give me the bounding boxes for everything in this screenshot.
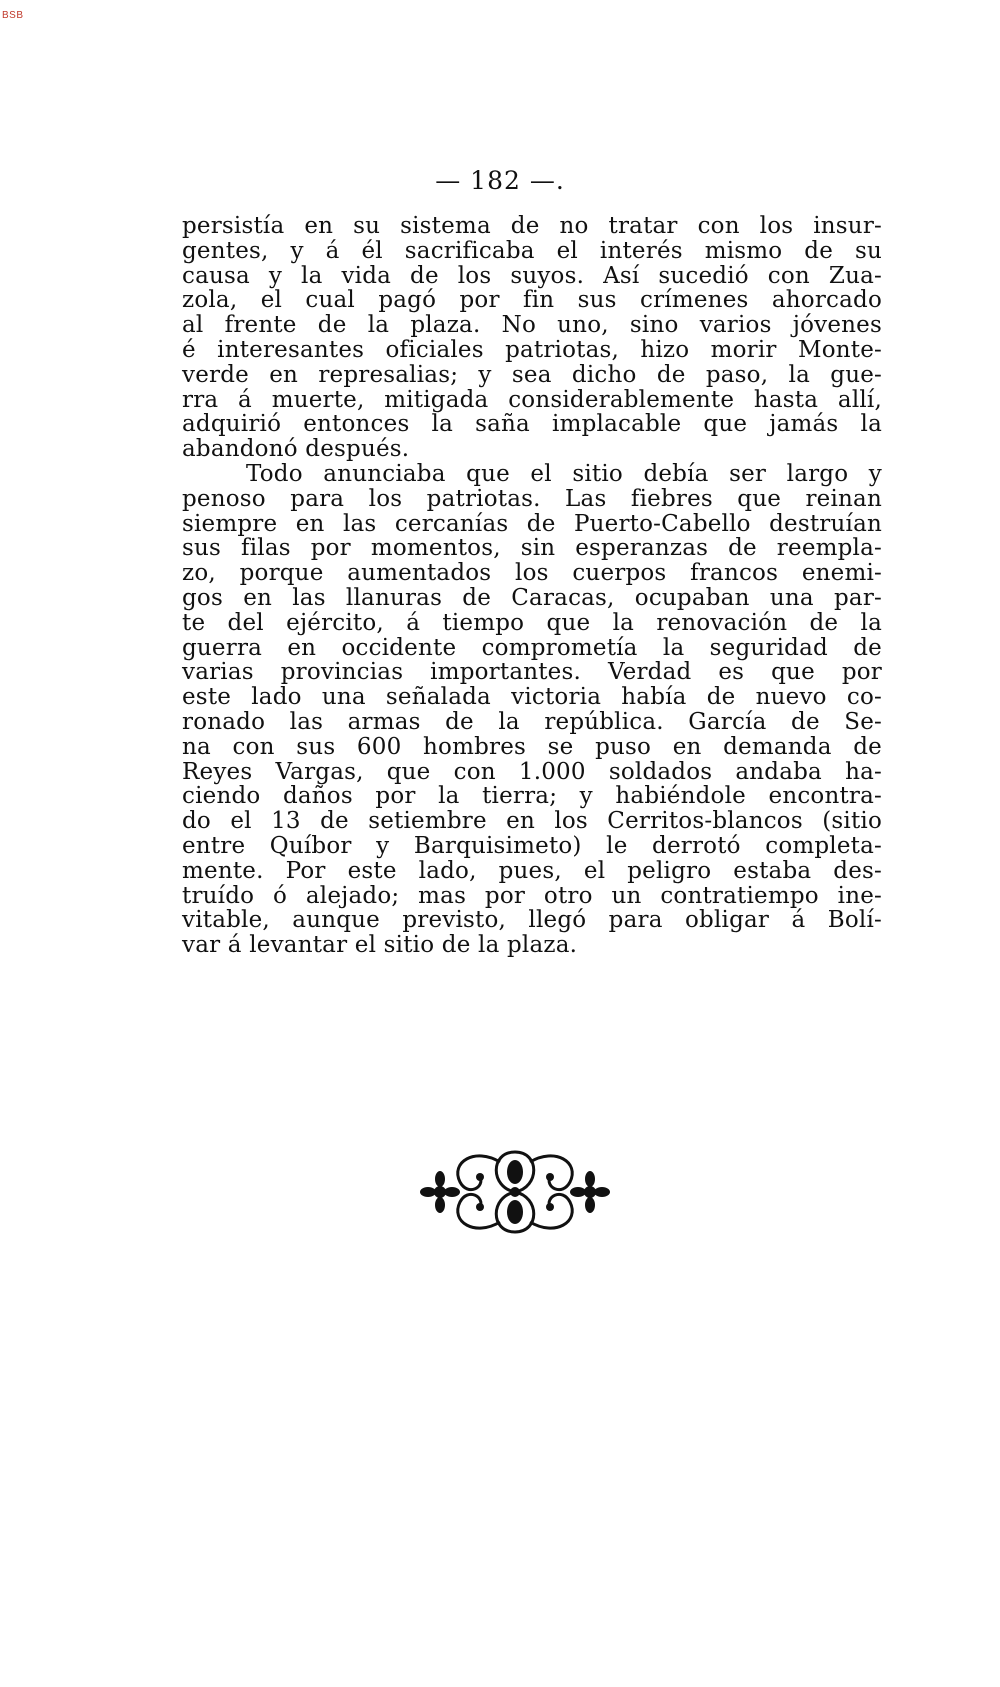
- text-line: do el 13 de setiembre en los Cerritos-blancos (sitio: [182, 808, 882, 835]
- floral-ornament-icon: [420, 1142, 610, 1242]
- text-line: truído ó alejado; mas por otro un contratiempo ine-: [182, 882, 882, 909]
- text-line: al frente de la plaza. No uno, sino varios jóvenes: [182, 312, 882, 339]
- text-line: vitable, aunque previsto, llegó para obligar á Bolí-: [182, 907, 882, 934]
- text-line: zola, el cual pagó por fin sus crímenes ahorcado: [182, 287, 882, 314]
- text-line: zo, porque aumentados los cuerpos francos enemi-: [182, 560, 882, 587]
- text-line: persistía en su sistema de no tratar con los insur-: [182, 213, 882, 239]
- text-line: mente. Por este lado, pues, el peligro estaba des-: [182, 857, 882, 884]
- text-line: verde en represalias; y sea dicho de paso, la gue-: [182, 361, 882, 388]
- text-line: Reyes Vargas, que con 1.000 soldados andaba ha-: [182, 758, 882, 785]
- text-line: siempre en las cercanías de Puerto-Cabello destruían: [182, 510, 882, 537]
- text-line: ciendo daños por la tierra; y habiéndole encontra-: [182, 783, 882, 810]
- paragraph-1: [182, 214, 882, 462]
- text-line: var á levantar el sitio de la plaza.: [182, 932, 578, 959]
- text-line: adquirió entonces la saña implacable que jamás la: [182, 411, 882, 438]
- text-line: penoso para los patriotas. Las fiebres que reinan: [182, 485, 882, 512]
- text-line: gentes, y á él sacrificaba el interés mismo de su: [182, 237, 882, 264]
- library-stamp: BSB: [2, 10, 24, 21]
- text-line: é interesantes oficiales patriotas, hizo morir Monte-: [182, 336, 882, 363]
- text-line: entre Quíbor y Barquisimeto) le derrotó completa-: [182, 832, 882, 859]
- text-line: na con sus 600 hombres se puso en demanda de: [182, 733, 882, 760]
- text-line: este lado una señalada victoria había de nuevo co-: [182, 684, 882, 711]
- text-line: abandonó después.: [182, 436, 410, 463]
- text-line: Todo anunciaba que el sitio debía ser largo y: [246, 460, 882, 487]
- text-line: sus filas por momentos, sin esperanzas de reempla-: [182, 535, 882, 562]
- text-line: rra á muerte, mitigada considerablemente hasta allí,: [182, 386, 882, 413]
- text-line: gos en las llanuras de Caracas, ocupaban una par-: [182, 584, 882, 611]
- text-line: guerra en occidente comprometía la seguridad de: [182, 634, 882, 661]
- paragraph-2: [182, 462, 882, 958]
- page-number: — 182 —.: [435, 166, 565, 195]
- text-line: te del ejército, á tiempo que la renovación de la: [182, 609, 882, 636]
- text-line: varias provincias importantes. Verdad es que por: [182, 659, 882, 686]
- text-line: ronado las armas de la república. García de Se-: [182, 708, 882, 735]
- body-text: [182, 214, 882, 958]
- text-line: causa y la vida de los suyos. Así sucedió con Zua-: [182, 262, 882, 289]
